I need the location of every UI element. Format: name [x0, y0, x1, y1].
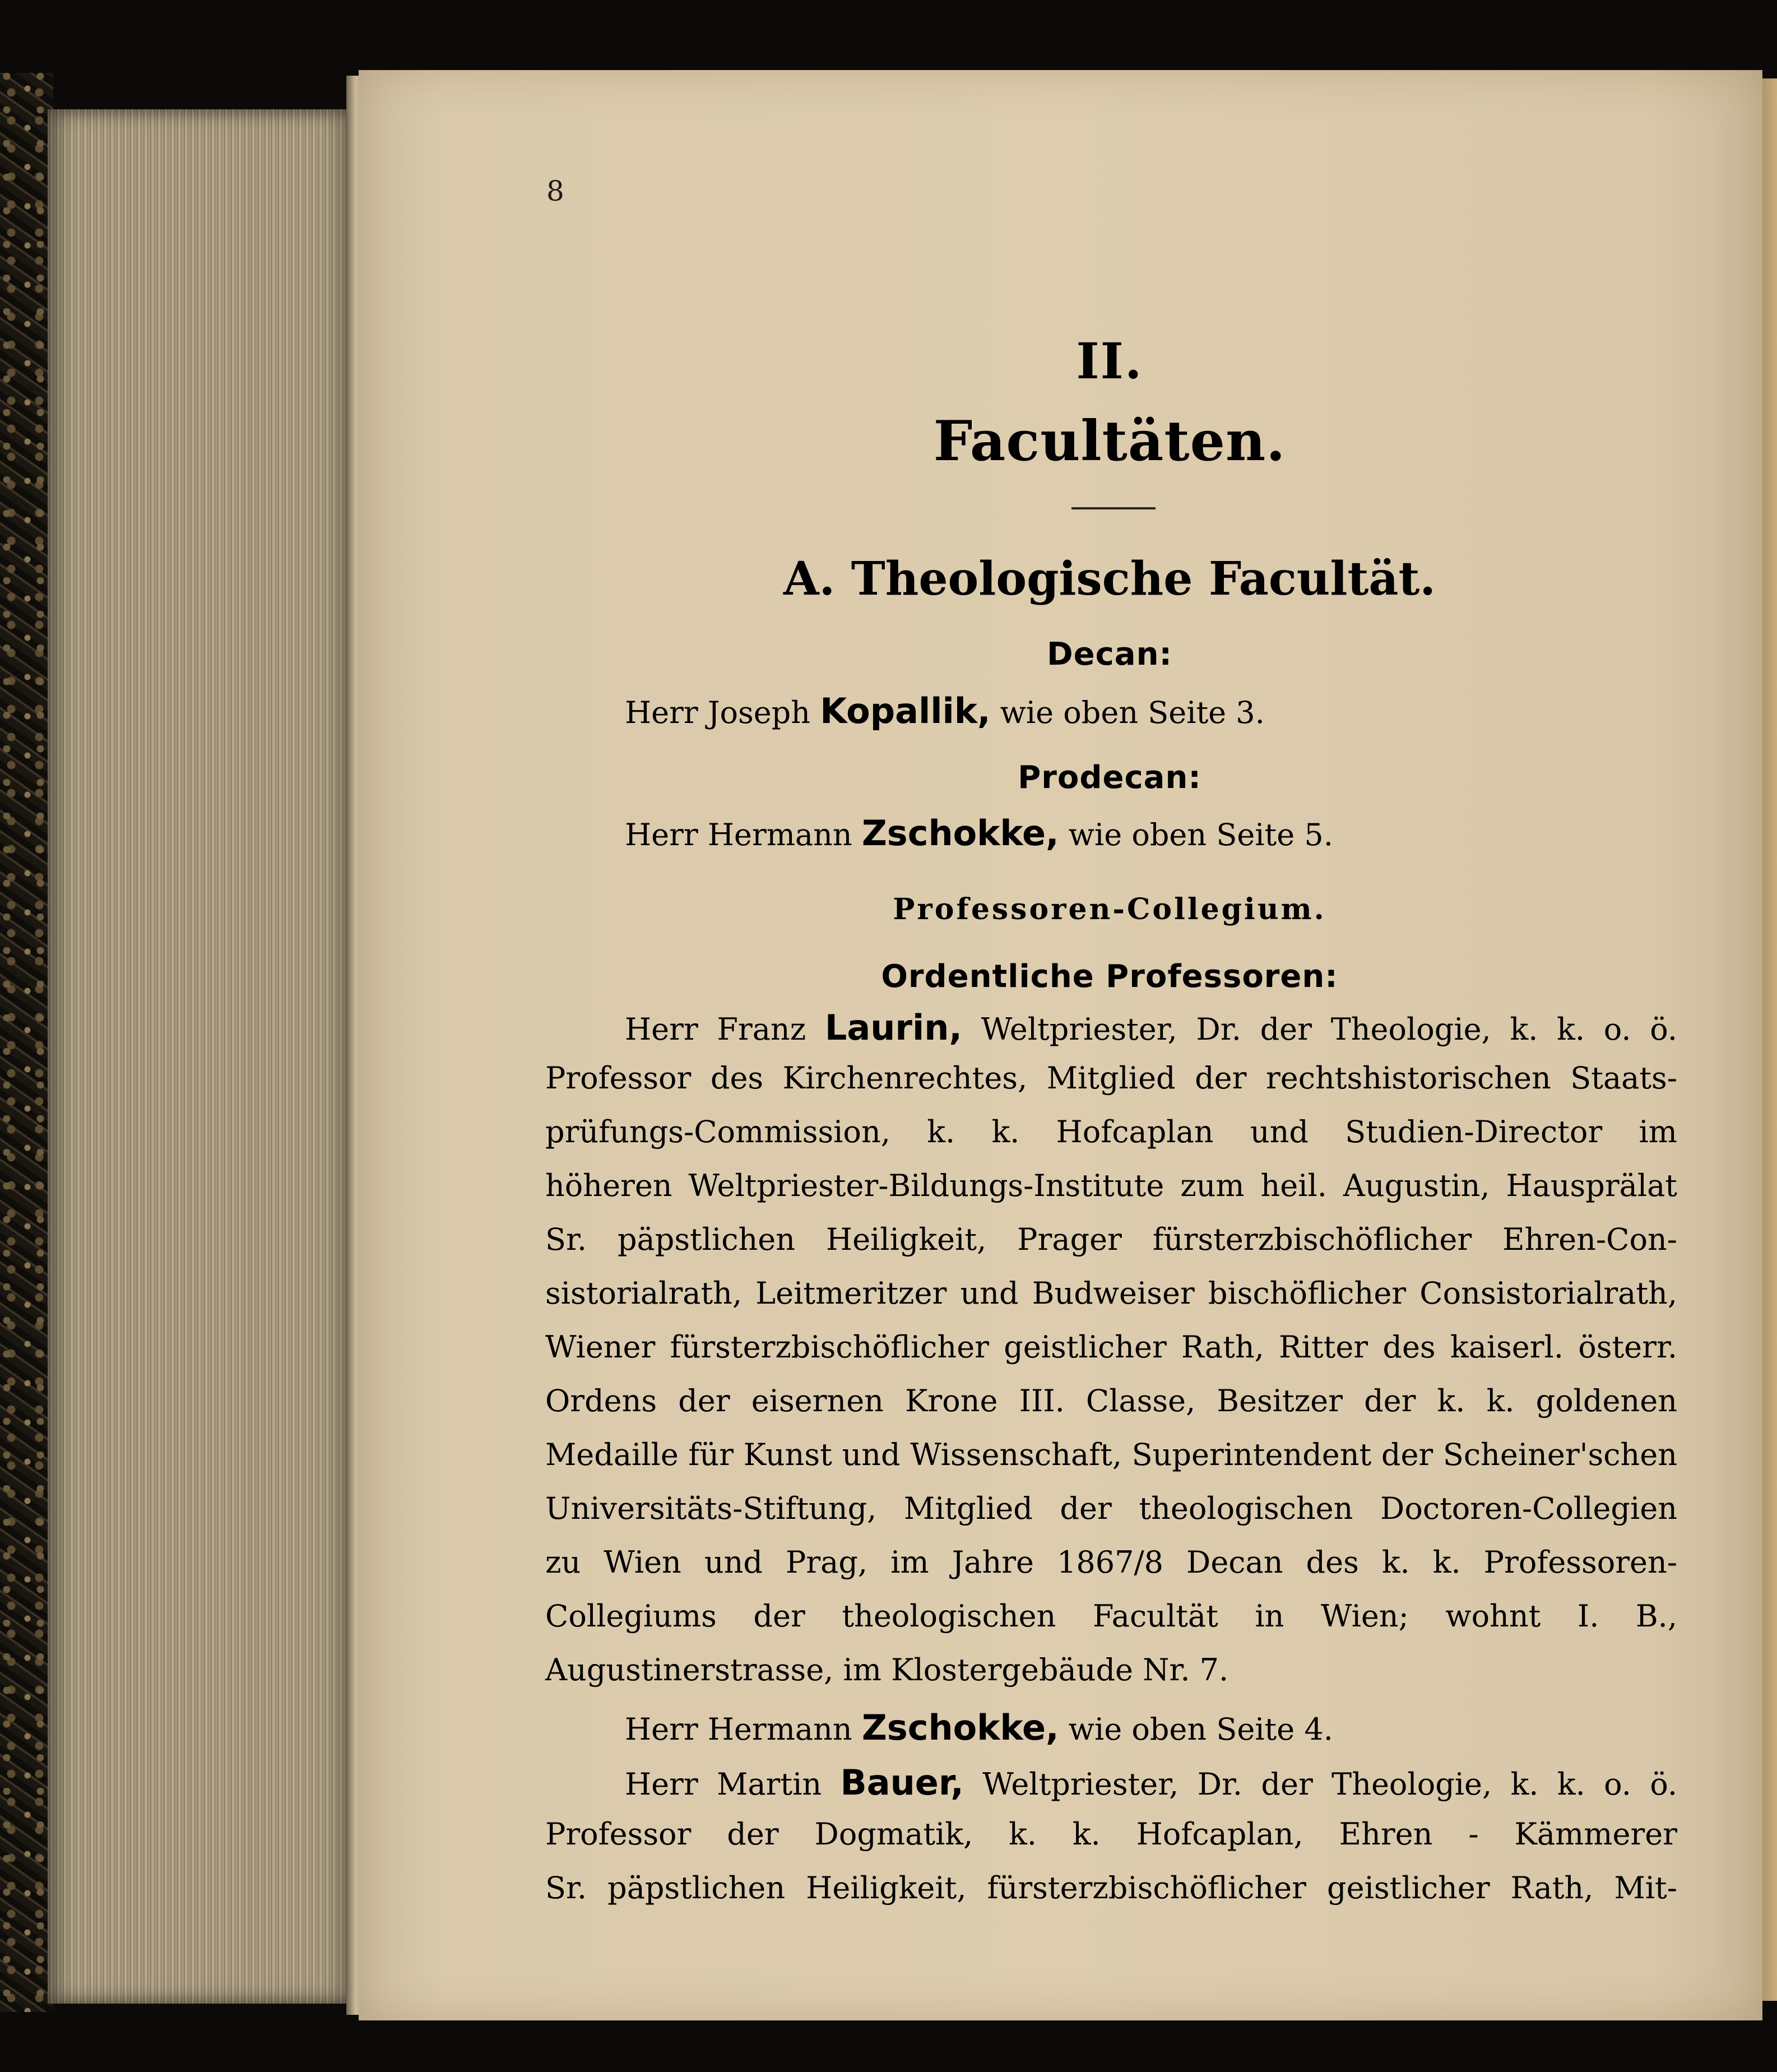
laurin-line: prüfungs-Commission, k. k. Hofcaplan und Studien-Director im	[545, 1114, 1677, 1149]
laurin-line: Sr. päpstlichen Heiligkeit, Prager fürsterzbischöflicher Ehren-Con-	[545, 1222, 1677, 1257]
laurin-line: Medaille für Kunst und Wissenschaft, Superintendent der Scheiner'schen	[545, 1437, 1677, 1472]
decan-prefix: Herr Joseph	[625, 695, 820, 730]
laurin-line: Collegiums der theologischen Facultät in Wien; wohnt I. B.,	[545, 1598, 1677, 1634]
laurin-line: sistorialrath, Leitmeritzer und Budweiser bischöflicher Consistorialrath,	[545, 1276, 1677, 1311]
decan-entry	[625, 690, 1265, 731]
zschokke-suffix: wie oben Seite 4.	[1059, 1712, 1333, 1747]
ordentliche-heading: Ordentliche Professoren:	[881, 958, 1338, 995]
laurin-first-rest: Weltpriester, Dr. der Theologie, k. k. o. ö.	[962, 1012, 1678, 1047]
decan-heading: Decan:	[1047, 636, 1172, 673]
faculty-title: A. Theologische Facultät.	[783, 552, 1436, 606]
page-stack-edge	[48, 109, 359, 2004]
laurin-line: Wiener fürsterzbischöflicher geistlicher Rath, Ritter des kaiserl. österr.	[545, 1329, 1677, 1365]
laurin-line: Professor des Kirchenrechtes, Mitglied der rechtshistorischen Staats-	[545, 1060, 1677, 1096]
bauer-first-rest: Weltpriester, Dr. der Theologie, k. k. o. ö.	[963, 1767, 1677, 1802]
prodecan-entry	[625, 813, 1333, 854]
decan-suffix: wie oben Seite 3.	[990, 695, 1265, 730]
section-numeral: II.	[1076, 332, 1143, 390]
title-rule	[1071, 507, 1156, 509]
prodecan-heading: Prodecan:	[1018, 759, 1201, 796]
laurin-line: zu Wien und Prag, im Jahre 1867/8 Decan des k. k. Professoren-	[545, 1545, 1677, 1580]
bauer-line: Professor der Dogmatik, k. k. Hofcaplan, Ehren - Kämmerer	[545, 1816, 1677, 1852]
book-cover-edge	[0, 73, 53, 2012]
zschokke-prefix: Herr Hermann	[625, 1712, 862, 1747]
prodecan-name: Zschokke,	[861, 813, 1059, 854]
laurin-line: Augustinerstrasse, im Klostergebäude Nr. 7.	[545, 1652, 1229, 1688]
zschokke-name: Zschokke,	[861, 1707, 1059, 1748]
laurin-line: Ordens der eisernen Krone III. Classe, Besitzer der k. k. goldenen	[545, 1383, 1677, 1419]
bauer-line: Sr. päpstlichen Heiligkeit, fürsterzbischöflicher geistlicher Rath, Mit-	[545, 1870, 1677, 1906]
main-title: Facultäten.	[933, 409, 1286, 474]
decan-name: Kopallik,	[820, 690, 991, 731]
laurin-line: höheren Weltpriester-Bildungs-Institute zum heil. Augustin, Hausprälat	[545, 1168, 1677, 1203]
zschokke-entry	[625, 1707, 1677, 1748]
page-number: 8	[546, 175, 564, 207]
bauer-prefix: Herr Martin	[625, 1767, 841, 1802]
prodecan-prefix: Herr Hermann	[625, 817, 862, 852]
laurin-name: Laurin,	[824, 1007, 962, 1048]
collegium-heading: Professoren-Collegium.	[893, 892, 1326, 926]
laurin-prefix: Herr Franz	[625, 1012, 825, 1047]
bauer-first-line	[625, 1762, 1677, 1803]
laurin-first-line	[625, 1007, 1678, 1048]
laurin-line: Universitäts-Stiftung, Mitglied der theologischen Doctoren-Collegien	[545, 1491, 1677, 1526]
prodecan-suffix: wie oben Seite 5.	[1059, 817, 1333, 852]
bauer-name: Bauer,	[840, 1762, 964, 1803]
